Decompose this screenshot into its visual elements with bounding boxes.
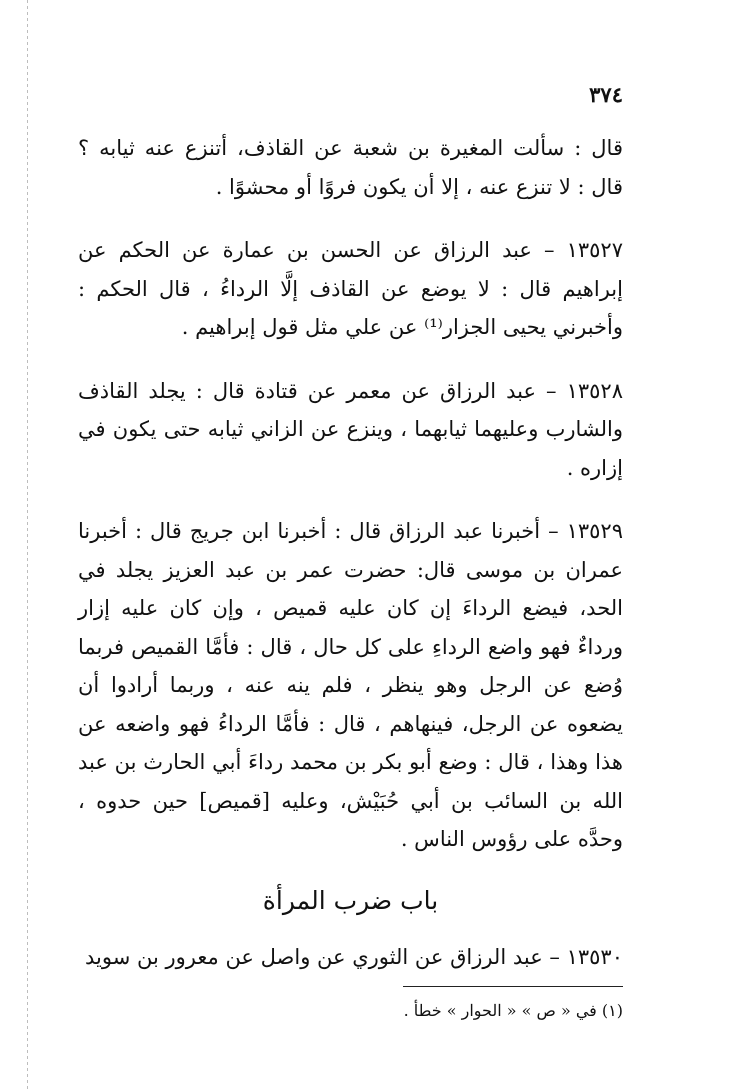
paragraph-13527: ١٣٥٢٧ – عبد الرزاق عن الحسن بن عمارة عن الحكم عن إبراهيم قال : لا يوضع عن القاذف إلَّا الرداءُ ، قال الحكم : وأخبرني يحيى الجزار⁽¹⁾ عن علي مثل قول إبراهيم . [78,238,623,339]
page-number: ٣٧٤ [589,82,623,107]
paragraph-13528: ١٣٥٢٨ – عبد الرزاق عن معمر عن قتادة قال : يجلد القاذف والشارب وعليهما ثيابهما ، وينزع عن الزاني ثيابه حتى يكون في إزاره . [78,378,623,480]
footnote-divider [403,986,623,987]
section-heading: باب ضرب المرأة [262,885,439,915]
footnote: (١) في « ص » « الحوار » خطأ . [403,1001,623,1020]
margin-line [27,0,28,1090]
paragraph-continuation: قال : سألت المغيرة بن شعبة عن القاذف، أتنزع عنه ثيابه ؟ قال : لا تنزع عنه ، إلا أن يكون فروًا أو محشوًا . [78,136,623,199]
book-page [78,82,623,1020]
paragraph-13529: ١٣٥٢٩ – أخبرنا عبد الرزاق قال : أخبرنا ابن جريج قال : أخبرنا عمران بن موسى قال: حضرت عمر بن عبد العزيز يجلد في الحد، فيضع الرداءَ إن كان عليه قميص ، وإن كان عليه إزار ورداءٌ فهو واضع الرداءِ على كل حال ، قال : فأمَّا القميص فربما وُضع عن الرجل وهو ينظر ، فلم ينه عنه ، وربما أرادوا أن يضعوه عن الرجل، فينهاهم ، قال : فأمَّا الرداءُ فهو واضعه عن هذا وهذا ، قال : وضع أبو بكر بن محمد رداءَ أبي الحارث بن عبد الله بن السائب بن أبي حُبَيْش، وعليه [قميص] حين حدوه ، وحدَّه على رؤوس الناس . [78,519,623,851]
paragraph-13530: ١٣٥٣٠ – عبد الرزاق عن الثوري عن واصل عن معرور بن سويد [85,944,623,969]
